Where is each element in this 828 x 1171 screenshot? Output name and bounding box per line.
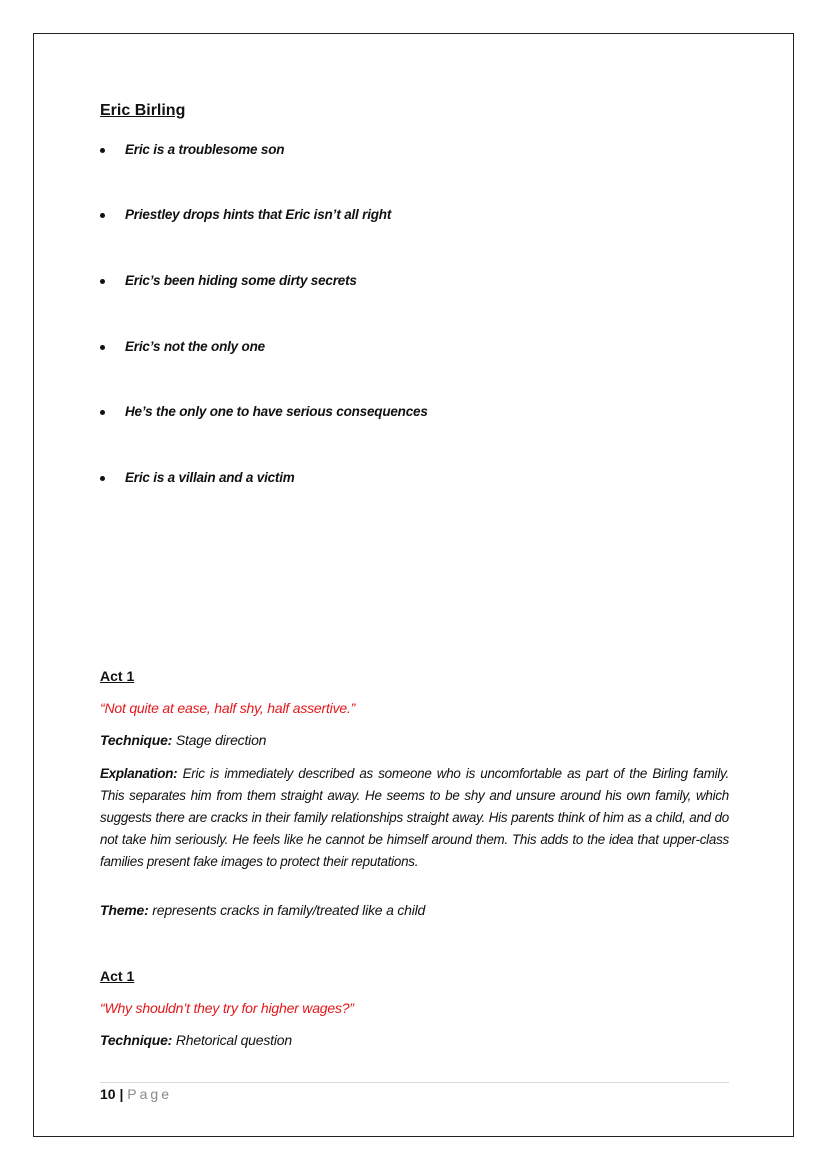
- bullet-icon: [100, 410, 105, 415]
- theme: Theme: represents cracks in family/treated like a child: [100, 902, 426, 918]
- quote: “Why shouldn’t they try for higher wages?”: [100, 1000, 354, 1016]
- section-heading: Act 1: [100, 968, 135, 984]
- page-border: [33, 33, 794, 1137]
- bullet-icon: [100, 148, 105, 153]
- bullet-icon: [100, 345, 105, 350]
- bullet-icon: [100, 476, 105, 481]
- page-footer: 10 | Page: [100, 1086, 172, 1102]
- technique: Technique: Rhetorical question: [100, 1032, 292, 1048]
- section-heading: Act 1: [100, 668, 135, 684]
- bullet-icon: [100, 213, 105, 218]
- bullet-icon: [100, 279, 105, 284]
- quote: “Not quite at ease, half shy, half assertive.”: [100, 700, 356, 716]
- footer-divider: [100, 1082, 729, 1083]
- explanation: Explanation: Eric is immediately described as someone who is uncomfortable as part of the Birling family. This separates him from them straight away. He seems to be shy and unsure around his own family, which suggests there are cracks in their family relationships straight away. His parents think of him as a child, and do not take him seriously. He feels like he cannot be himself around them. This adds to the idea that upper-class families present fake images to protect their reputations.: [100, 766, 729, 869]
- technique: Technique: Stage direction: [100, 732, 267, 748]
- page-title: Eric Birling: [100, 102, 186, 119]
